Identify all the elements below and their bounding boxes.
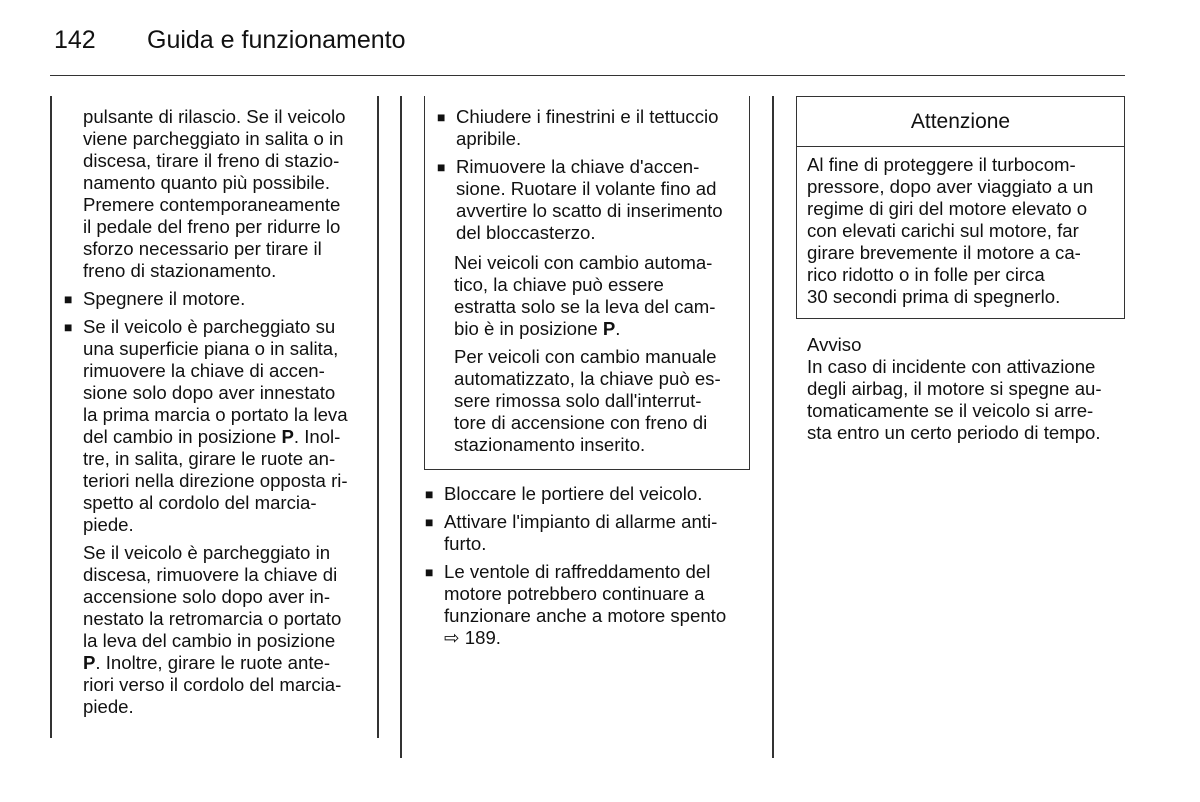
text-line: In caso di incidente con attivazione <box>807 356 1096 377</box>
text-line: funzionare anche a motore spento <box>444 605 727 626</box>
text-line: pressore, dopo aver viaggiato a un <box>807 176 1094 197</box>
text-line: accensione solo dopo aver in- <box>83 586 331 607</box>
text-line: Premere contemporaneamente <box>83 194 341 215</box>
bullet-icon: ■ <box>437 109 446 125</box>
text-line: Rimuovere la chiave d'accen- <box>456 156 700 177</box>
text-line: Nei veicoli con cambio automa- <box>454 252 713 273</box>
text-line: sta entro un certo periodo di tempo. <box>807 422 1101 443</box>
column-rule-right <box>772 96 774 758</box>
text-run: . Inoltre, girare le ruote ante- <box>95 652 331 673</box>
text-line: rimuovere la chiave di accen- <box>83 360 325 381</box>
text-line: sione solo dopo aver innestato <box>83 382 336 403</box>
attention-title: Attenzione <box>797 97 1124 147</box>
text-line: discesa, tirare il freno di stazio- <box>83 150 340 171</box>
notice-title: Avviso <box>807 334 862 355</box>
text-line: apribile. <box>456 128 522 149</box>
text-line: sforzo necessario per tirare il <box>83 238 322 259</box>
text-line: automatizzato, la chiave può es- <box>454 368 721 389</box>
text-run: . Inol- <box>293 426 341 447</box>
text-line: nestato la retromarcia o portato <box>83 608 342 629</box>
column-rule-mid-right <box>400 96 402 758</box>
text-line: 30 secondi prima di spegnerlo. <box>807 286 1061 307</box>
bullet-item <box>437 156 747 244</box>
text-line: il pedale del freno per ridurre lo <box>83 216 341 237</box>
column-rule-left <box>50 96 52 738</box>
text-line: del bloccasterzo. <box>456 222 596 243</box>
text-line: tore di accensione con freno di <box>454 412 708 433</box>
text-line: Al fine di proteggere il turbocom- <box>807 154 1076 175</box>
text-line <box>444 627 750 649</box>
text-line: regime di giri del motore elevato o <box>807 198 1088 219</box>
text-line: Se il veicolo è parcheggiato in <box>83 542 331 563</box>
text-line: pulsante di rilascio. Se il veicolo <box>83 106 346 127</box>
bullet-item <box>64 288 369 310</box>
text-line: freno di stazionamento. <box>83 260 277 281</box>
text-line: estratta solo se la leva del cam- <box>454 296 716 317</box>
bullet-icon: ■ <box>64 291 73 307</box>
text-line: viene parcheggiato in salita o in <box>83 128 344 149</box>
text-line: avvertire lo scatto di inserimento <box>456 200 723 221</box>
text-line: piede. <box>83 514 134 535</box>
text-line: la leva del cambio in posizione <box>83 630 336 651</box>
text-run: del cambio in posizione <box>83 426 282 447</box>
text-line: Se il veicolo è parcheggiato su <box>83 316 336 337</box>
header-rule <box>50 75 1125 76</box>
column-1 <box>64 106 369 718</box>
bullet-icon: ■ <box>425 514 434 530</box>
text-run: bio è in posizione <box>454 318 603 339</box>
text-line: la prima marcia o portato la leva <box>83 404 348 425</box>
bullet-item <box>425 561 750 649</box>
bullet-item <box>425 483 750 505</box>
text-line: tico, la chiave può essere <box>454 274 664 295</box>
text-line: Spegnere il motore. <box>83 288 246 309</box>
bullet-icon: ■ <box>64 319 73 335</box>
text-line: una superficie piana o in salita, <box>83 338 339 359</box>
text-line <box>454 318 747 340</box>
text-line: Per veicoli con cambio manuale <box>454 346 717 367</box>
gear-position-p: P <box>602 318 616 339</box>
notice-block <box>807 334 1125 444</box>
text-line: namento quanto più possibile. <box>83 172 331 193</box>
text-line <box>83 652 369 674</box>
gear-position-p: P <box>281 426 294 447</box>
text-line: riori verso il cordolo del marcia- <box>83 674 342 695</box>
text-line: furto. <box>444 533 487 554</box>
column-2-lower <box>425 483 750 655</box>
text-line: girare brevemente il motore a ca- <box>807 242 1081 263</box>
text-run: . <box>615 318 621 339</box>
text-line: motore potrebbero continuare a <box>444 583 705 604</box>
text-line: discesa, rimuovere la chiave di <box>83 564 338 585</box>
page-reference[interactable]: 189. <box>464 627 501 648</box>
page-title: Guida e funzionamento <box>147 26 406 54</box>
column-rule-mid-left <box>377 96 379 738</box>
text-line: Attivare l'impianto di allarme anti- <box>444 511 718 532</box>
bullet-icon: ■ <box>437 159 446 175</box>
text-line <box>83 426 369 448</box>
text-line: tre, in salita, girare le ruote an- <box>83 448 336 469</box>
page-reference-icon[interactable]: ⇨ <box>444 627 460 648</box>
page-number: 142 <box>54 26 96 54</box>
bullet-item <box>437 106 747 150</box>
text-line: piede. <box>83 696 134 717</box>
text-line: rico ridotto o in folle per circa <box>807 264 1045 285</box>
text-line: degli airbag, il motore si spegne au- <box>807 378 1102 399</box>
column-2 <box>437 106 747 456</box>
text-line: stazionamento inserito. <box>454 434 646 455</box>
text-line: sere rimossa solo dall'interrut- <box>454 390 702 411</box>
bullet-item <box>425 511 750 555</box>
text-line: Le ventole di raffreddamento del <box>444 561 711 582</box>
gear-position-p: P <box>83 652 96 673</box>
bullet-icon: ■ <box>425 486 434 502</box>
attention-body <box>797 147 1124 308</box>
text-line: sione. Ruotare il volante fino ad <box>456 178 717 199</box>
text-line: spetto al cordolo del marcia- <box>83 492 317 513</box>
text-line: Bloccare le portiere del veicolo. <box>444 483 703 504</box>
text-line: tomaticamente se il veicolo si arre- <box>807 400 1094 421</box>
bullet-icon: ■ <box>425 564 434 580</box>
text-line: teriori nella direzione opposta ri- <box>83 470 348 491</box>
attention-box <box>796 96 1125 319</box>
text-line: Chiudere i finestrini e il tettuccio <box>456 106 719 127</box>
text-line: con elevati carichi sul motore, far <box>807 220 1079 241</box>
bullet-item <box>64 316 369 536</box>
